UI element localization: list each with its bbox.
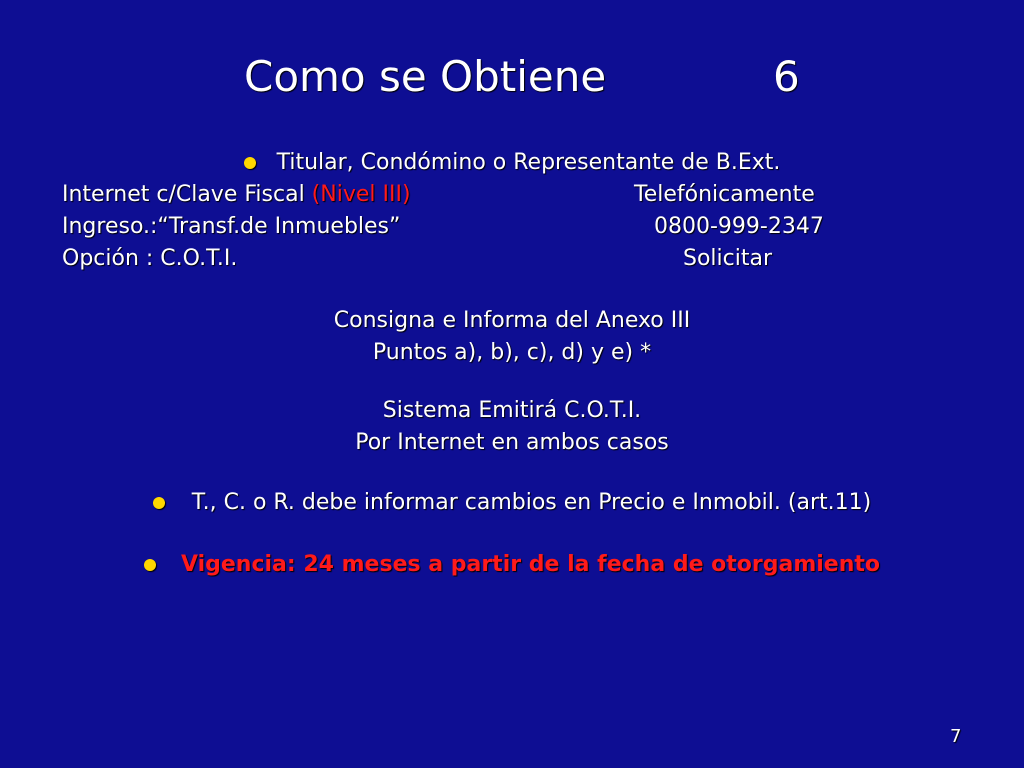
bullet-icon [144, 559, 156, 571]
bullet-item-2 [0, 490, 1024, 515]
row1-left [62, 182, 411, 207]
consigna-line-2: Puntos a), b), c), d) y e) * [372, 340, 652, 365]
row2-right: 0800-999-2347 [654, 214, 824, 239]
page-number: 7 [950, 726, 962, 747]
row1-right: Telefónicamente [634, 182, 815, 207]
sistema-line-2: Por Internet en ambos casos [355, 430, 669, 455]
bullet-item-3 [0, 552, 1024, 577]
bullet-item-1-text: Titular, Condómino o Representante de B.Ext. [276, 150, 781, 175]
slide-title-number: 6 [773, 52, 800, 101]
slide-title: Como se Obtiene [244, 52, 607, 101]
row1-left-text: Internet c/Clave Fiscal [62, 182, 312, 207]
bullet-item-3-text: Vigencia: 24 meses a partir de la fecha de otorgamiento [180, 552, 881, 577]
bullet-icon [244, 157, 256, 169]
row3-right: Solicitar [683, 246, 773, 271]
bullet-item-1 [0, 150, 1024, 175]
row1-left-highlight: (Nivel III) [311, 182, 411, 207]
row2-left: Ingreso.:“Transf.de Inmuebles” [62, 214, 401, 239]
sistema-line-1: Sistema Emitirá C.O.T.I. [382, 398, 642, 423]
consigna-line-1: Consigna e Informa del Anexo III [333, 308, 691, 333]
bullet-icon [153, 497, 165, 509]
bullet-item-2-text: T., C. o R. debe informar cambios en Precio e Inmobil. (art.11) [191, 490, 872, 515]
row3-left: Opción : C.O.T.I. [62, 246, 238, 271]
